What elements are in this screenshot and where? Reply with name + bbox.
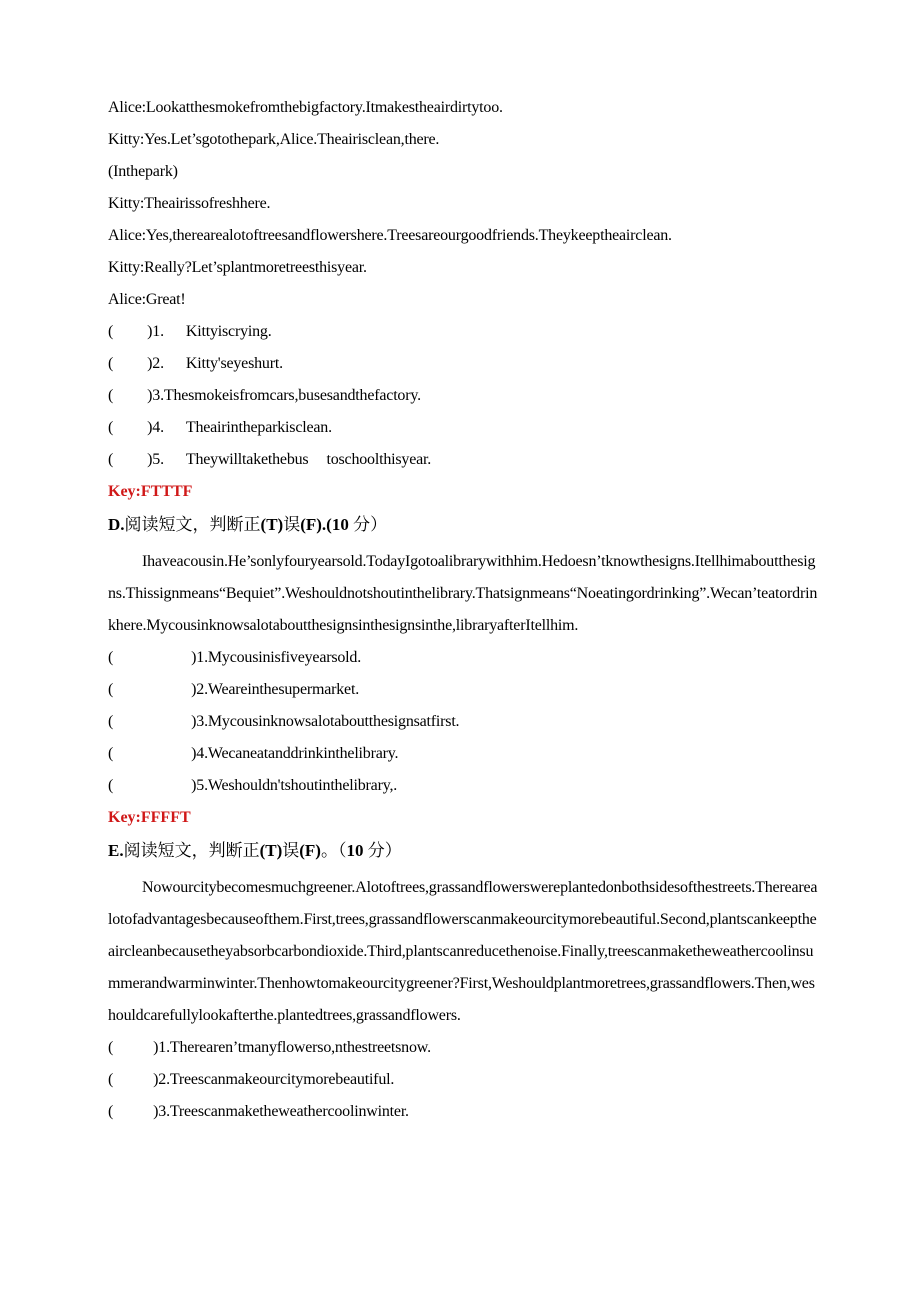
dialogue-line: Kitty:Yes.Let’sgotothepark,Alice.Theairisclean,there. xyxy=(108,131,440,148)
reading-passage-d: Ihaveacousin.He’sonlyfouryearsold.TodayIgotoalibrarywithhim.Hedoesn’tknowthesigns.Itellhimaboutthesigns.Thissignmeans“Bequiet”.Weshouldnotshoutinthelibrary.Thatsignmeans“Noeatingordrinking”.Wecan’teatordrinkhere.Mycousinknowsalotaboutthesignsinthesignsinthe,libraryafterItellhim. xyxy=(108,553,818,634)
dialogue-line: Kitty:Really?Let’splantmoretreesthisyear. xyxy=(108,259,367,276)
answer-blank[interactable] xyxy=(113,412,147,444)
question-list-c xyxy=(108,316,818,476)
section-heading-d: D.阅读短文，判断正(T)误(F).(10 分） xyxy=(108,515,388,534)
answer-blank[interactable] xyxy=(113,1032,153,1064)
answer-blank[interactable] xyxy=(113,444,147,476)
answer-blank[interactable] xyxy=(113,348,147,380)
question-item: ( )1. Mycousinisfiveyearsold. xyxy=(108,642,818,674)
answer-blank[interactable] xyxy=(113,1096,153,1128)
dialogue-line: Alice:Lookatthesmokefromthebigfactory.Itmakestheairdirtytoo. xyxy=(108,99,503,116)
question-item: ( )2. Treescanmakeourcitymorebeautiful. xyxy=(108,1064,818,1096)
question-item: ( )3. Thesmokeisfromcars,busesandthefactory. xyxy=(108,380,818,412)
answer-key: Key:FTTTF xyxy=(108,483,193,500)
answer-blank[interactable] xyxy=(113,706,191,738)
answer-blank[interactable] xyxy=(113,770,191,802)
question-item: ( )1. Therearen’tmanyflowerso,nthestreetsnow. xyxy=(108,1032,818,1064)
answer-blank[interactable] xyxy=(113,380,147,412)
answer-blank[interactable] xyxy=(113,316,147,348)
question-item: ( )2. Kitty'seyeshurt. xyxy=(108,348,818,380)
answer-blank[interactable] xyxy=(113,642,191,674)
question-item: ( )1. Kittyiscrying. xyxy=(108,316,818,348)
question-item: ( )2. Weareinthesupermarket. xyxy=(108,674,818,706)
answer-blank[interactable] xyxy=(113,674,191,706)
section-heading-e: E.阅读短文，判断正(T)误(F)。（10 分） xyxy=(108,841,402,860)
answer-blank[interactable] xyxy=(113,1064,153,1096)
question-item: ( )4. Wecaneatanddrinkinthelibrary. xyxy=(108,738,818,770)
question-item: ( )3. Treescanmaketheweathercoolinwinter. xyxy=(108,1096,818,1128)
answer-key: Key:FFFFT xyxy=(108,809,191,826)
reading-passage-e: Nowourcitybecomesmuchgreener.Alotoftrees,grassandflowerswereplantedonbothsidesofthestreets.Therearealotofadvantagesbecauseofthem.First,trees,grassandflowerscanmakeourcitymorebeautiful.Second,plantscankeeptheaircleanbecausetheyabsorbcarbondioxide.Third,plantscanreducethenoise.Finally,treescanmaketheweathercoolinsummerandwarminwinter.Thenhowtomakeourcitygreener?First,Weshouldplantmoretrees,grassandflowers.Then,weshouldcarefullylookafterthe.plantedtrees,grassandflowers. xyxy=(108,879,818,1024)
question-item: ( )4. Theairintheparkisclean. xyxy=(108,412,818,444)
question-list-e xyxy=(108,1032,818,1128)
dialogue-line: Alice:Great! xyxy=(108,291,186,308)
dialogue-block xyxy=(108,92,818,316)
dialogue-line: Kitty:Theairissofreshhere. xyxy=(108,195,271,212)
dialogue-line: Alice:Yes,therearealotoftreesandflowershere.Treesareourgoodfriends.Theykeeptheairclean. xyxy=(108,227,672,244)
document-page xyxy=(108,92,818,1128)
answer-blank[interactable] xyxy=(113,738,191,770)
dialogue-line: (Inthepark) xyxy=(108,163,178,180)
question-item: ( )5. Theywilltakethebus toschoolthisyear. xyxy=(108,444,818,476)
question-list-d xyxy=(108,642,818,802)
question-item: ( )3. Mycousinknowsalotaboutthesignsatfirst. xyxy=(108,706,818,738)
question-item: ( )5. Weshouldn'tshoutinthelibrary,. xyxy=(108,770,818,802)
